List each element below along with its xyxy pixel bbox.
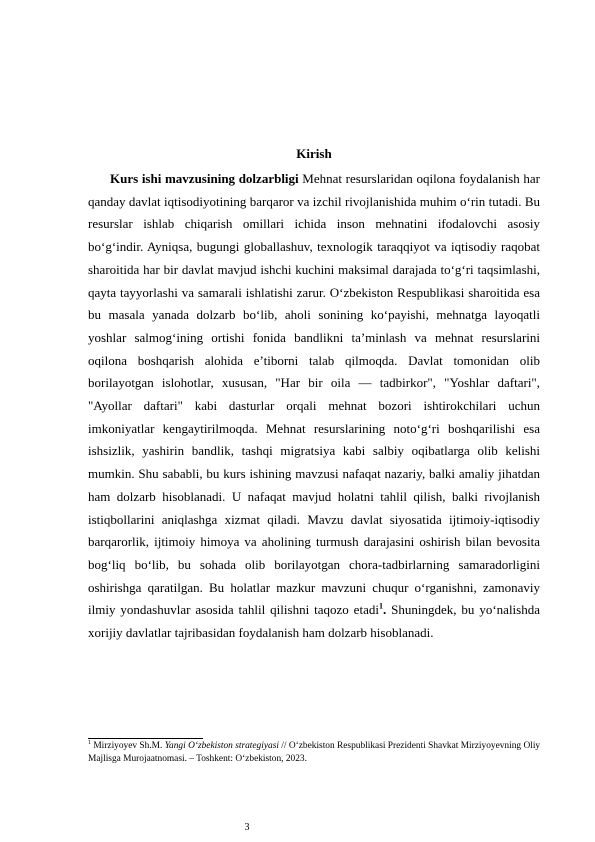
paragraph-text-continued: Shuningdek, bu yo‘nalishda xorijiy davlatlar tajribasidan foydalanish ham dolzarb hisoblanadi.: [88, 602, 540, 641]
footnote: [88, 740, 548, 765]
footnote-author: Mirziyoyev Sh.M.: [91, 741, 165, 751]
section-heading: Kirish: [296, 146, 332, 161]
paragraph-lead: Kurs ishi mavzusining dolzarbligi: [110, 171, 299, 186]
body-paragraph: [88, 168, 540, 645]
footnote-ref-punctuation: .: [382, 602, 387, 618]
footnote-details: // O‘zbekiston Respublikasi Prezidenti Shavkat Mirziyoyevning Oliy Majlisga Murojaatnomasi. – Toshkent: O‘zbekiston, 2023.: [88, 741, 541, 764]
paragraph-text: Mehnat resurslaridan oqilona foydalanish har qanday davlat iqtisodiyotining barqaror va izchil rivojlanishida muhim o‘rin tutadi. Bu resurslar ishlab chiqarish omillari ichida inson mehnatini ifodalovchi asosiy bo‘g‘indir. Ayniqsa, bugungi globallashuv, texnologik taraqqiyot va iqtisodiy raqobat sharoitida har bir davlat mavjud ishchi kuchini maksimal darajada to‘g‘ri taqsimlashi, qayta tayyorlashi va samarali ishlatishi zarur. O‘zbekiston Respublikasi sharoitida esa bu masala yanada dolzarb bo‘lib, aholi sonining ko‘payishi, mehnatga layoqatli yoshlar salmog‘ining ortishi fonida bandlikni ta’minlash va mehnat resurslarini oqilona boshqarish alohida e’tiborni talab qilmoqda. Davlat tomonidan olib borilayotgan islohotlar, xususan, "Har bir oila — tadbirkor", "Yoshlar daftari", "Ayollar daftari" kabi dasturlar orqali mehnat bozori ishtirokchilari uchun imkoniyatlar kengaytirilmoqda. Mehnat resurslarining noto‘g‘ri boshqarilishi esa ishsizlik, yashirin bandlik, tashqi migratsiya kabi salbiy oqibatlarga olib kelishi mumkin. Shu sababli, bu kurs ishining mavzusi nafaqat nazariy, balki amaliy jihatdan ham dolzarb hisoblanadi. U nafaqat mavjud holatni tahlil qilish, balki rivojlanish istiqbollarini aniqlashga xizmat qiladi. Mavzu davlat siyosatida ijtimoiy-iqtisodiy barqarorlik, ijtimoiy himoya va aholining turmush darajasini oshirish bilan bevosita bog‘liq bo‘lib, bu sohada olib borilayotgan chora-tadbirlarning samaradorligini oshirishga qaratilgan. Bu holatlar mazkur mavzuni chuqur o‘rganishni, zamonaviy ilmiy yondashuvlar asosida tahlil qilishni taqozo etadi: [88, 171, 540, 618]
footnote-title: Yangi O‘zbekiston strategiyasi: [164, 741, 279, 751]
footnote-separator: [88, 738, 203, 739]
page-number: 3: [244, 822, 250, 833]
footnote-marker: 1: [88, 739, 91, 746]
footnote-reference: 1: [378, 602, 383, 612]
